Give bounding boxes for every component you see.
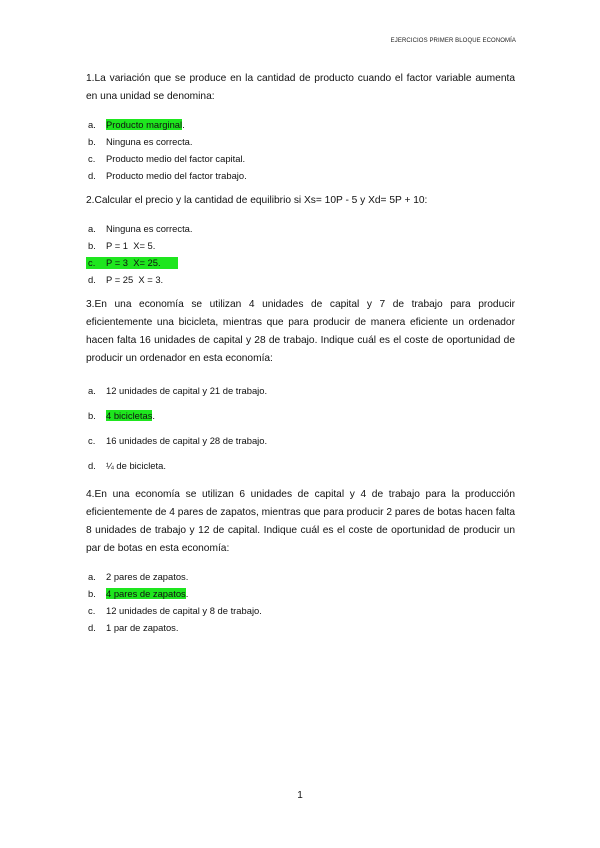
option-suffix: .: [152, 410, 155, 421]
highlighted-answer: [86, 257, 178, 269]
option-text: P = 25 X = 3.: [106, 274, 164, 285]
option-letter: a.: [88, 119, 96, 130]
option-text: 12 unidades de capital y 21 de trabajo.: [106, 385, 268, 396]
highlighted-answer: 4 bicicletas: [106, 410, 153, 421]
option-letter: a.: [88, 385, 96, 396]
exercise-list: [86, 70, 515, 644]
option-3d: [86, 453, 515, 478]
page-number: 1: [297, 790, 303, 801]
option-3b: [86, 403, 515, 428]
option-3a: [86, 378, 515, 403]
question-1-options: [86, 116, 515, 184]
option-text: P = 1 X= 5.: [106, 240, 156, 251]
option-text: 16 unidades de capital y 28 de trabajo.: [106, 435, 268, 446]
option-letter: d.: [88, 622, 96, 633]
option-text: Ninguna es correcta.: [106, 223, 193, 234]
option-3c: [86, 428, 515, 453]
option-2d: [86, 271, 515, 288]
option-4a: [86, 568, 515, 585]
option-text: ¼ de bicicleta.: [106, 460, 166, 471]
question-3: 3.En una economía se utilizan 4 unidades de capital y 7 de trabajo para producir eficientemente una bicicleta, mientras que para producir de manera eficiente un ordenador hacen falta 16 unidades de capital y 28 de trabajo. Indique cuál es el coste de oportunidad de producir un ordenador en esta economía:: [86, 299, 515, 364]
option-letter: c.: [88, 605, 96, 616]
question-4: 4.En una economía se utilizan 6 unidades de capital y 4 de trabajo para la producción eficientemente de 4 pares de zapatos, mientras que para producir 2 pares de botas hacen falta 8 unidades de trabajo y 12 de capital. Indique cuál es el coste de oportunidad de producir un par de botas en esta economía:: [86, 489, 515, 554]
option-letter: b.: [88, 410, 96, 421]
option-letter: c.: [88, 435, 96, 446]
option-4b: [86, 585, 515, 602]
option-letter: b.: [88, 240, 96, 251]
option-text: Producto medio del factor capital.: [106, 153, 246, 164]
option-text: 2 pares de zapatos.: [106, 571, 189, 582]
option-letter: c.: [88, 153, 96, 164]
option-text: 1 par de zapatos.: [106, 622, 179, 633]
option-suffix: .: [185, 588, 189, 599]
question-2: 2.Calcular el precio y la cantidad de equilibrio si Xs= 10P - 5 y Xd= 5P + 10:: [86, 195, 428, 206]
highlighted-answer: 4 pares de zapatos: [106, 588, 186, 599]
option-4c: [86, 602, 515, 619]
option-1c: [86, 150, 515, 167]
option-text: 12 unidades de capital y 8 de trabajo.: [106, 605, 262, 616]
option-2a: [86, 220, 515, 237]
option-text: P = 3 X= 25.: [106, 257, 161, 268]
option-4d: [86, 619, 515, 636]
highlighted-answer: Producto marginal: [106, 119, 183, 130]
option-2b: [86, 237, 515, 254]
page-header: EJERCICIOS PRIMER BLOQUE ECONOMÍA: [390, 38, 516, 44]
option-suffix: .: [182, 119, 185, 130]
option-letter: b.: [88, 136, 96, 147]
option-letter: d.: [88, 170, 96, 181]
question-3-options: [86, 378, 515, 478]
option-2c: [86, 254, 515, 271]
option-letter: d.: [88, 274, 96, 285]
option-1b: [86, 133, 515, 150]
option-text: Producto medio del factor trabajo.: [106, 170, 247, 181]
question-1: 1.La variación que se produce en la cantidad de producto cuando el factor variable aumenta en una unidad se denomina:: [86, 73, 515, 102]
option-letter: c.: [88, 257, 96, 268]
option-letter: b.: [88, 588, 96, 599]
option-letter: a.: [88, 223, 96, 234]
option-text: Ninguna es correcta.: [106, 136, 193, 147]
option-letter: d.: [88, 460, 96, 471]
option-1d: [86, 167, 515, 184]
option-1a: [86, 116, 515, 133]
question-4-options: [86, 568, 515, 636]
question-2-options: [86, 220, 515, 288]
option-letter: a.: [88, 571, 96, 582]
